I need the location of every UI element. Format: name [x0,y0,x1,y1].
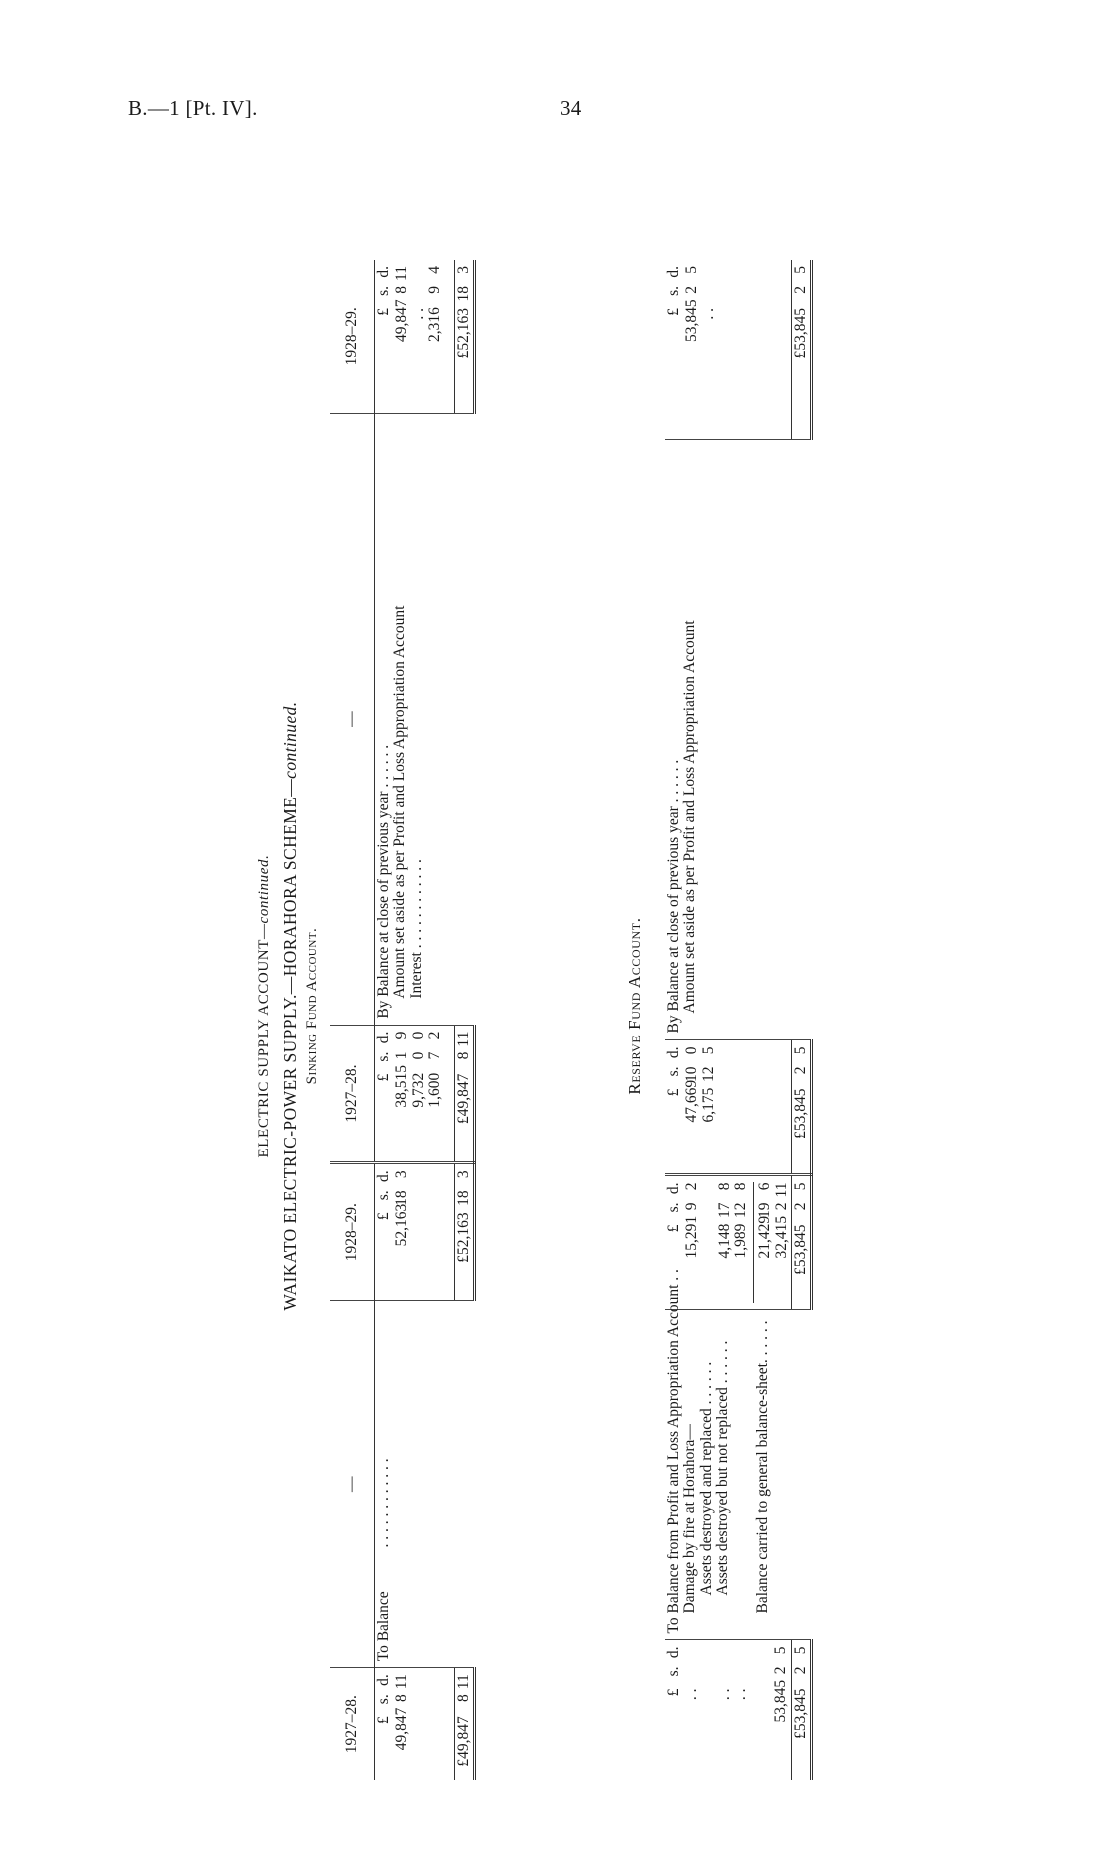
currency-unit-row: £s.d. To Balance . . . . . . . . . . . . £s.d. £s.d. By Balance at close of previous year . . . . . . Amount set aside as per Profit and Loss Appropriation Account Interest . . . . . . . . . . . . £s.d. [375,260,394,1780]
table-row: Damage by fire at Horahora— [681,1424,699,1614]
totals-row: £53,84525 £53,84525 £53,84525 £53,84525 [791,260,811,1780]
table-row: Interest . . . . . . . . . . . . [407,859,425,999]
table-row: By Balance at close of previous year . . . . . . [375,744,392,1019]
sinking-fund-table [330,260,476,1780]
table-row: Assets destroyed and replaced . . . . . . [697,1361,715,1596]
reserve-fund-table [665,260,813,1780]
page-reference: B.—1 [Pt. IV]. [128,96,258,120]
header-1928-29: 1928–29. [330,1163,375,1301]
table-row: Balance carried to general balance-sheet. . . . . . [754,1320,772,1614]
credit-entries [665,440,791,1040]
table-row: . . . . . . 53,84525 15,29192 4,148178 1,989128 21,429196 32,415211 47,669100 6,175125 53,84525 . . [683,260,791,1780]
header-1927-28: 1927–28. [330,1668,375,1780]
header-dash: — [330,413,375,1025]
debit-entries [665,1269,791,1640]
header-1928-29: 1928–29. [330,260,375,413]
header-1927-28: 1927–28. [330,1025,375,1163]
table-row: Amount set aside as per Profit and Loss Appropriation Account [681,620,699,1014]
totals-row: £49,847811 £52,163183 £49,847811 £52,163183 [455,260,475,1780]
header-dash: — [330,1301,375,1668]
reserve-fund-title: Reserve Fund Account. [625,917,644,1095]
table-row: 49,847811 52,163183 38,51519 9,73200 1,60072 49,847811 . . 2,31694 [393,260,444,1780]
supply-account-title: ELECTRIC SUPPLY ACCOUNT—continued. [256,854,272,1158]
scheme-title: WAIKATO ELECTRIC-POWER SUPPLY.—HORAHORA SCHEME—continued. [280,701,300,1311]
table-row: Assets destroyed but not replaced . . . . . . [713,1340,731,1596]
rotated-page-content [160,202,974,1810]
sinking-fund-title: Sinking Fund Account. [304,927,320,1085]
table-row: To Balance from Profit and Loss Appropriation Account . . [665,1269,682,1634]
page-number: 34 [560,96,582,120]
table-row: Amount set aside as per Profit and Loss Appropriation Account [391,605,409,999]
table-row: To Balance . . . . . . . . . . . . [375,1301,455,1668]
currency-unit-row: £s.d. To Balance from Profit and Loss Appropriation Account . . Damage by fire at Horahora— Assets destroyed and replaced . . . . . . Assets destroyed but not replaced . . . . . . Balance carried to general balance-sheet. . . . . . £s.d. £s.d. By Balance at close of previous year . . . . . . Amount set aside as per Profit and Loss Appropriation Account £s.d. [665,260,683,1780]
credit-entries [375,413,475,1025]
table-row: By Balance at close of previous year . . . . . . [665,759,682,1034]
